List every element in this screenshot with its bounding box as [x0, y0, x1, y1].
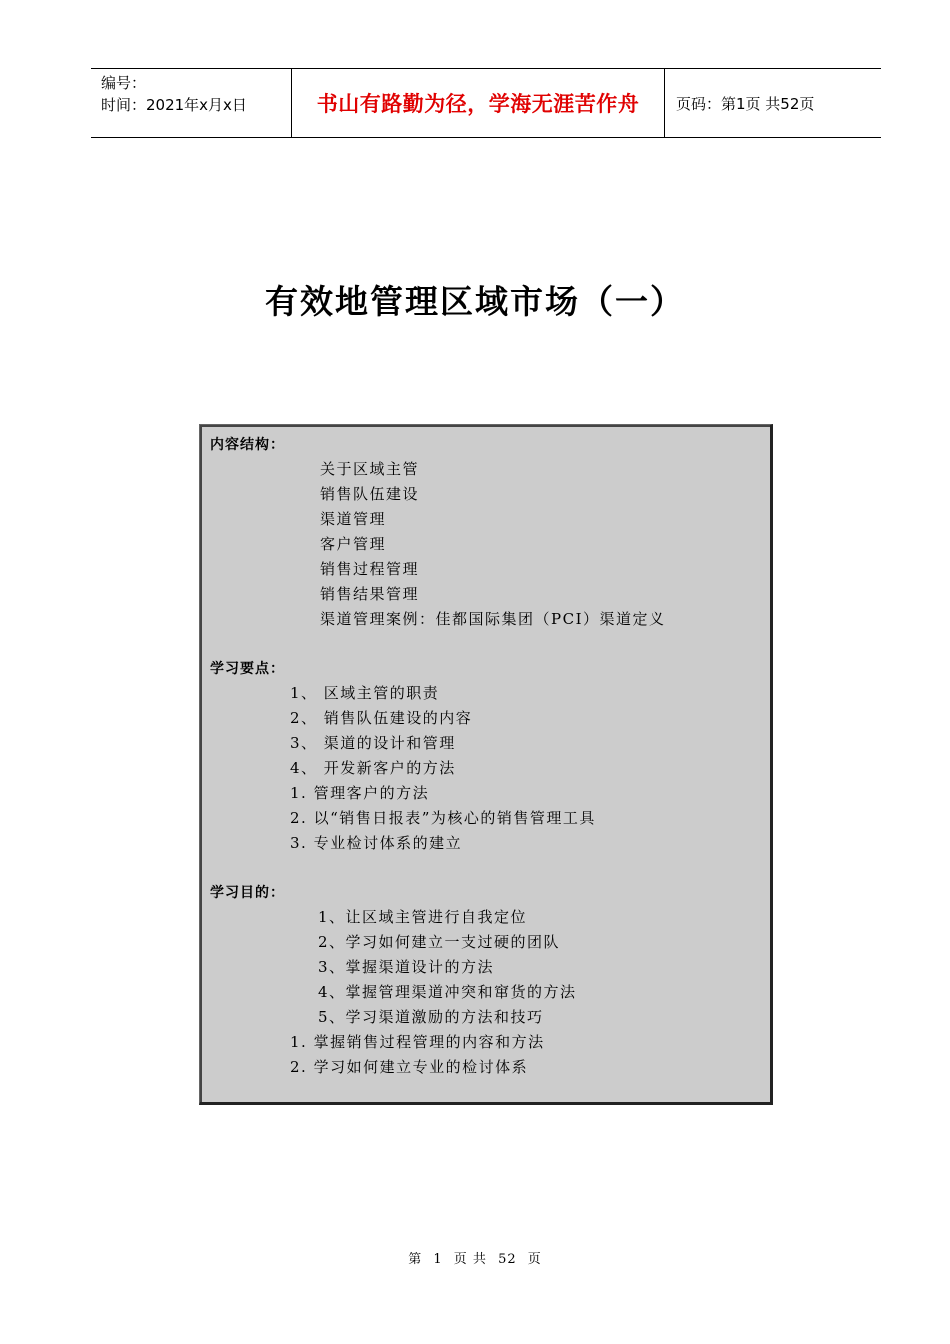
- key-point-item: 4、 开发新客户的方法: [290, 759, 456, 777]
- objective-item: 1. 掌握销售过程管理的内容和方法: [290, 1033, 545, 1051]
- footer-page-suffix: 页: [527, 1252, 542, 1267]
- content-structure-item: 关于区域主管: [320, 460, 420, 478]
- footer-page-total: 52: [498, 1252, 517, 1267]
- objective-item: 2、学习如何建立一支过硬的团队: [318, 933, 561, 951]
- objective-item: 5、学习渠道激励的方法和技巧: [318, 1008, 544, 1026]
- footer-page-mid: 页 共: [453, 1252, 487, 1267]
- key-point-item: 3. 专业检讨体系的建立: [290, 834, 463, 852]
- content-structure-item: 渠道管理案例：佳都国际集团（PCI）渠道定义: [320, 610, 666, 628]
- objective-item: 2. 学习如何建立专业的检讨体系: [290, 1058, 529, 1076]
- header-page-cell: [665, 69, 881, 137]
- document-title: 有效地管理区域市场（一）: [265, 282, 685, 321]
- key-points-heading: 学习要点：: [210, 661, 285, 677]
- content-structure-item: 销售队伍建设: [320, 485, 420, 503]
- page-footer: [0, 1248, 950, 1267]
- header-motto: 书山有路勤为径，学海无涯苦作舟: [316, 91, 640, 116]
- page-header: [91, 68, 881, 138]
- header-page-info: 页码：第1页 共52页: [676, 94, 815, 113]
- course-outline-box: [199, 424, 773, 1105]
- key-point-item: 1. 管理客户的方法: [290, 784, 430, 802]
- content-structure-item: 客户管理: [320, 535, 387, 553]
- objective-item: 3、掌握渠道设计的方法: [318, 958, 495, 976]
- footer-page-prefix: 第: [408, 1252, 423, 1267]
- header-meta: [91, 69, 292, 137]
- footer-page-number: 1: [433, 1252, 443, 1267]
- content-structure-item: 销售结果管理: [320, 585, 420, 603]
- key-point-item: 2. 以“销售日报表”为核心的销售管理工具: [290, 809, 596, 827]
- header-motto-cell: [292, 69, 665, 137]
- objective-item: 1、让区域主管进行自我定位: [318, 908, 528, 926]
- objectives-heading: 学习目的：: [210, 885, 285, 901]
- content-structure-item: 销售过程管理: [320, 560, 420, 578]
- key-point-item: 1、 区域主管的职责: [290, 684, 440, 702]
- objective-item: 4、掌握管理渠道冲突和窜货的方法: [318, 983, 577, 1001]
- key-point-item: 2、 销售队伍建设的内容: [290, 709, 473, 727]
- document-time: 时间：2021年x月x日: [101, 96, 247, 114]
- document-number-label: 编号：: [101, 74, 147, 92]
- content-structure-item: 渠道管理: [320, 510, 387, 528]
- key-point-item: 3、 渠道的设计和管理: [290, 734, 456, 752]
- content-structure-heading: 内容结构：: [210, 437, 285, 453]
